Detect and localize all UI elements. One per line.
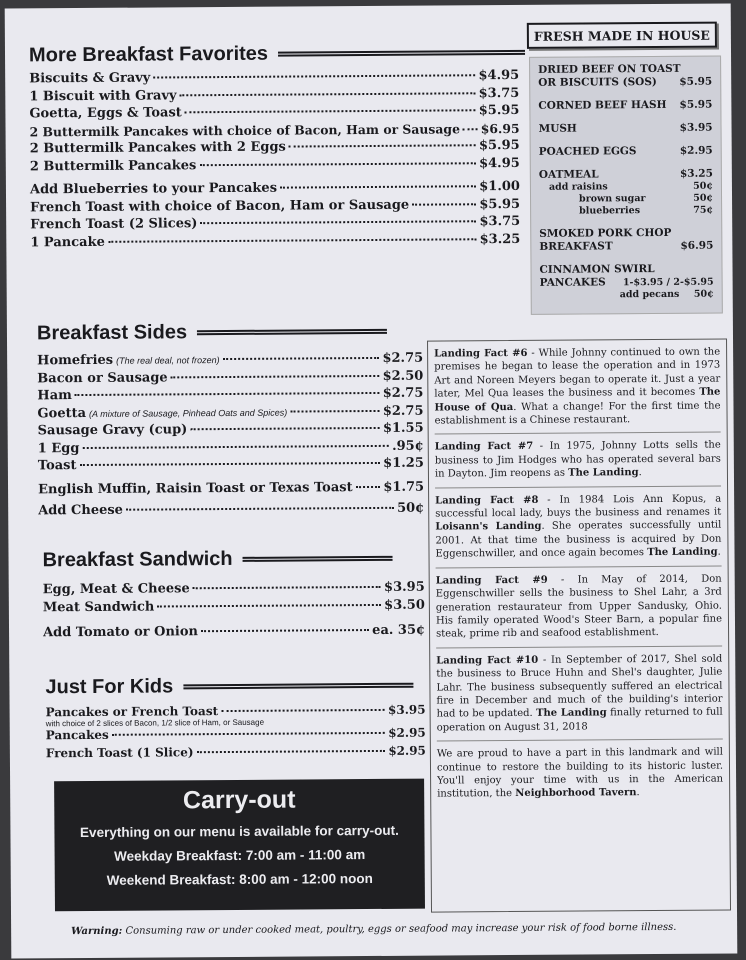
landing-fact: Landing Fact #7 - In 1975, Johnny Lotts sells the business to Jim Hodges who has operated several bars in Dayton. Jim reopens as The Landing. [435, 437, 721, 488]
menu-item: 1 Biscuit with Gravy $3.75 [29, 85, 520, 104]
menu-item: Add Tomato or Onion ea. 35¢ [42, 622, 426, 641]
fresh-subitem: blueberries 75¢ [579, 204, 714, 217]
menu-item: Sausage Gravy (cup) $1.55 [37, 420, 424, 439]
more-breakfast-title: More Breakfast Favorites [29, 41, 525, 67]
fresh-item: SMOKED PORK CHOP [539, 226, 672, 240]
landing-fact: Landing Fact #8 - In 1984 Lois Ann Kopus, a successful local lady, buys the business and renames it Loisann's Landing. She operates successfully until 2001. At that time the business is acquired by Don Eggenschwiller, and once again becomes The Landing. [435, 490, 722, 568]
kids-title: Just For Kids [45, 674, 425, 700]
fresh-item: CORNED BEEF HASH $5.95 [538, 98, 713, 112]
menu-item: Pancakes $2.95 [45, 725, 426, 743]
sandwich-title: Breakfast Sandwich [42, 547, 424, 573]
fresh-subitem: add pecans 50¢ [619, 288, 714, 301]
fresh-item: OR BISCUITS (SOS) $5.95 [538, 75, 713, 89]
fresh-item: DRIED BEEF ON TOAST [538, 62, 681, 76]
menu-item: Toast $1.25 [37, 455, 424, 474]
landing-closing: We are proud to have a part in this landmark and will continue to restore the building to its historic luster. You'll enjoy your time with us in the American institution, the Neighborhood Tavern. [436, 746, 724, 800]
menu-item: French Toast (1 Slice) $2.95 [45, 743, 426, 760]
menu-item: French Toast with choice of Bacon, Ham or Sausage $5.95 [30, 196, 521, 215]
weekend-hours: Weekend Breakfast: 8:00 am - 12:00 noon [106, 870, 373, 888]
fresh-item: BREAKFAST $6.95 [539, 239, 714, 253]
kids-section [45, 674, 426, 764]
menu-item: 2 Buttermilk Pancakes with 2 Eggs $5.95 [29, 137, 520, 157]
fresh-subitem: add raisins 50¢ [548, 180, 713, 193]
carryout-line: Everything on our menu is available for carry-out. [79, 822, 399, 841]
weekday-hours: Weekday Breakfast: 7:00 am - 11:00 am [113, 847, 366, 864]
menu-item: Ham $2.75 [37, 385, 424, 404]
title-rule [183, 683, 413, 690]
fresh-item: OATMEAL $3.25 [538, 167, 713, 181]
menu-item: Biscuits & Gravy $4.95 [29, 67, 520, 87]
fresh-item: POACHED EGGS $2.95 [538, 144, 713, 158]
sides-title: Breakfast Sides [37, 320, 423, 346]
landing-fact: Landing Fact #6 - While Johnny continued to own the premises he began to lease the operation and in 1973 Art and Noreen Meyers began to operate it. Just a year later, Mel Qua leases the business and it becomes The House of Qua. What a change! For the first time the establishment is a Chinese restaurant. [434, 344, 721, 435]
menu-item: Meat Sandwich $3.50 [42, 597, 425, 615]
menu-item: Goetta (A mixture of Sausage, Pinhead Oats and Spices) $2.75 [37, 403, 424, 421]
menu-item: 2 Buttermilk Pancakes with choice of Bacon, Ham or Sausage $6.95 [29, 120, 520, 139]
title-rule [197, 329, 387, 335]
title-rule [243, 556, 393, 562]
menu-item: Add Cheese 50¢ [38, 500, 425, 519]
food-warning: Warning: Consuming raw or under cooked meat, poultry, eggs or seafood may increase your risk of food borne illness. [71, 921, 677, 938]
landing-fact: Landing Fact #9 - In May of 2014, Don Eggenschwiller sells the business to Shel Lahr, a 3rd generation restaurateur from Upper Sandusky, Ohio. His family operated Wood's Steer Barn, a popular fine steak, prime rib and seafood establishment. [436, 570, 723, 648]
menu-item: Homefries (The real deal, not frozen) $2.75 [37, 350, 424, 369]
menu-item: Pancakes or French Toast $3.95 [45, 702, 426, 720]
fresh-made-header: FRESH MADE IN HOUSE [527, 22, 717, 49]
fresh-item: CINNAMON SWIRL [539, 263, 655, 276]
menu-item: 1 Egg .95¢ [37, 438, 424, 456]
carryout-title: Carry-out [182, 785, 296, 815]
sides-section [37, 320, 424, 521]
menu-page [5, 3, 738, 958]
menu-item: English Muffin, Raisin Toast or Texas Toast $1.75 [37, 479, 425, 497]
more-breakfast-section [29, 41, 526, 252]
fresh-item: MUSH $3.95 [538, 121, 713, 135]
carryout-box [54, 779, 425, 912]
menu-item: French Toast (2 Slices) $3.75 [30, 213, 521, 233]
menu-item: 2 Buttermilk Pancakes $4.95 [29, 155, 520, 174]
title-rule [278, 50, 525, 57]
fresh-made-box [529, 56, 723, 315]
menu-item: Egg, Meat & Cheese $3.95 [42, 579, 425, 598]
menu-item: Add Blueberries to your Pancakes $1.00 [29, 178, 520, 198]
landing-facts-box [427, 339, 731, 913]
fresh-subitem: brown sugar 50¢ [578, 192, 714, 205]
landing-fact: Landing Fact #10 - In September of 2017, Shel sold the business to Bruce Huhn and Shel's daughter, Julie Lahr. The business subsequently suffered an electrical fire in December and much of the building's interior had to be updated. The Landing finally returned to full operation on August 31, 2018 [436, 650, 723, 741]
menu-item: Bacon or Sausage $2.50 [37, 368, 424, 386]
kids-note: with choice of 2 slices of Bacon, 1/2 slice of Ham, or Sausage [45, 717, 265, 729]
menu-item: 1 Pancake $3.25 [30, 231, 521, 250]
sandwich-section [42, 547, 425, 643]
fresh-item: PANCAKES 1-$3.95 / 2-$5.95 [539, 276, 714, 289]
menu-item: Goetta, Eggs & Toast $5.95 [29, 102, 520, 122]
